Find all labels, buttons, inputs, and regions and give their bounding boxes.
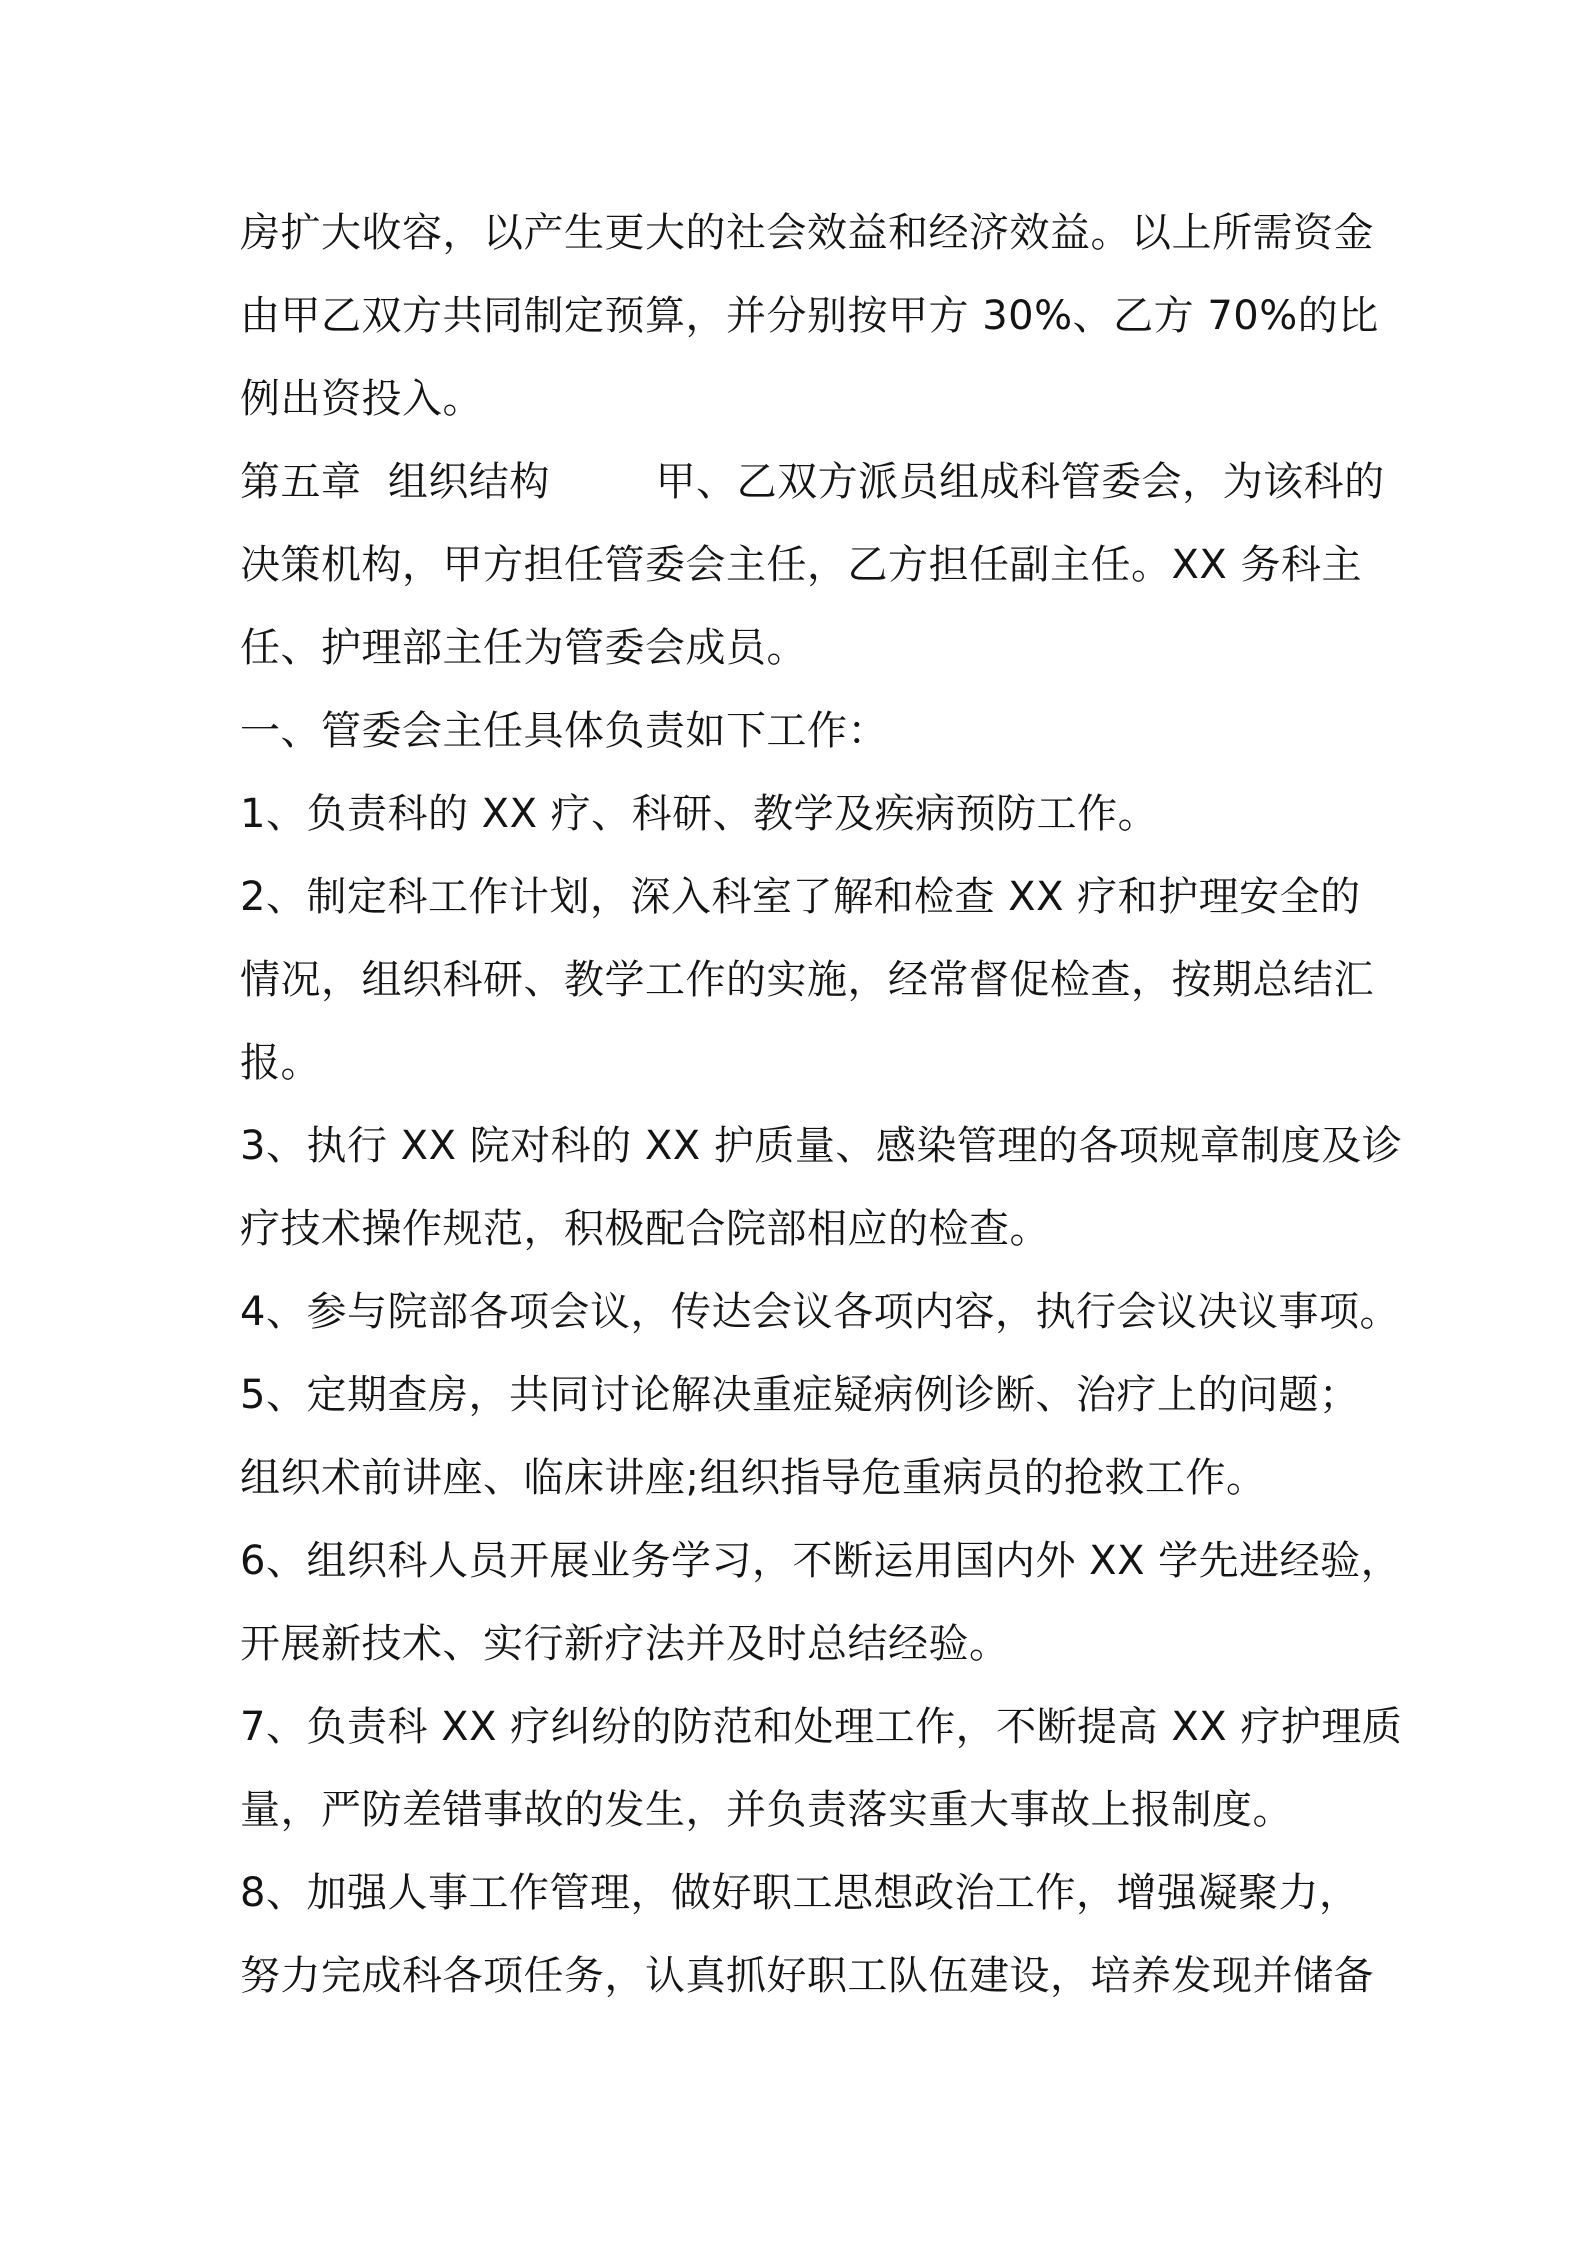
list-item-line: 7、负责科 XX 疗纠纷的防范和处理工作，不断提高 XX 疗护理质 xyxy=(240,1704,1403,1750)
list-item-line: 5、定期查房，共同讨论解决重症疑病例诊断、治疗上的问题； xyxy=(240,1372,1360,1418)
body-text-line: 由甲乙双方共同制定预算，并分别按甲方 30%、乙方 70%的比 xyxy=(240,293,1379,339)
body-text-line: 例出资投入。 xyxy=(240,376,483,422)
body-text-line: 任、护理部主任为管委会成员。 xyxy=(240,625,807,671)
list-item-line: 2、制定科工作计划，深入科室了解和检查 XX 疗和护理安全的 xyxy=(240,874,1361,920)
list-item-line: 8、加强人事工作管理，做好职工思想政治工作，增强凝聚力， xyxy=(240,1870,1360,1916)
list-item-line: 6、组织科人员开展业务学习，不断运用国内外 XX 学先进经验， xyxy=(240,1538,1402,1584)
list-item-line: 4、参与院部各项会议，传达会议各项内容，执行会议决议事项。 xyxy=(240,1289,1400,1335)
body-text-line: 情况，组织科研、教学工作的实施，经常督促检查，按期总结汇 xyxy=(240,957,1374,1003)
body-text-line: 组织术前讲座、临床讲座;组织指导危重病员的抢救工作。 xyxy=(240,1455,1267,1501)
body-text-line: 决策机构，甲方担任管委会主任，乙方担任副主任。XX 务科主 xyxy=(240,542,1363,588)
section-heading-line: 一、管委会主任具体负责如下工作： xyxy=(240,708,888,754)
document-body xyxy=(240,192,1403,2018)
body-text-line: 疗技术操作规范，积极配合院部相应的检查。 xyxy=(240,1206,1050,1252)
body-text-line: 报。 xyxy=(240,1040,321,1086)
chapter-heading-line: 第五章 组织结构 甲、乙双方派员组成科管委会，为该科的 xyxy=(240,459,1385,505)
list-item-line: 3、执行 XX 院对科的 XX 护质量、感染管理的各项规章制度及诊 xyxy=(240,1123,1403,1169)
body-text-line: 努力完成科各项任务，认真抓好职工队伍建设，培养发现并储备 xyxy=(240,1953,1374,1999)
body-text-line: 房扩大收容，以产生更大的社会效益和经济效益。以上所需资金 xyxy=(240,210,1374,256)
list-item-line: 1、负责科的 XX 疗、科研、教学及疾病预防工作。 xyxy=(240,791,1159,837)
body-text-line: 量，严防差错事故的发生，并负责落实重大事故上报制度。 xyxy=(240,1787,1293,1833)
body-text-line: 开展新技术、实行新疗法并及时总结经验。 xyxy=(240,1621,1010,1667)
